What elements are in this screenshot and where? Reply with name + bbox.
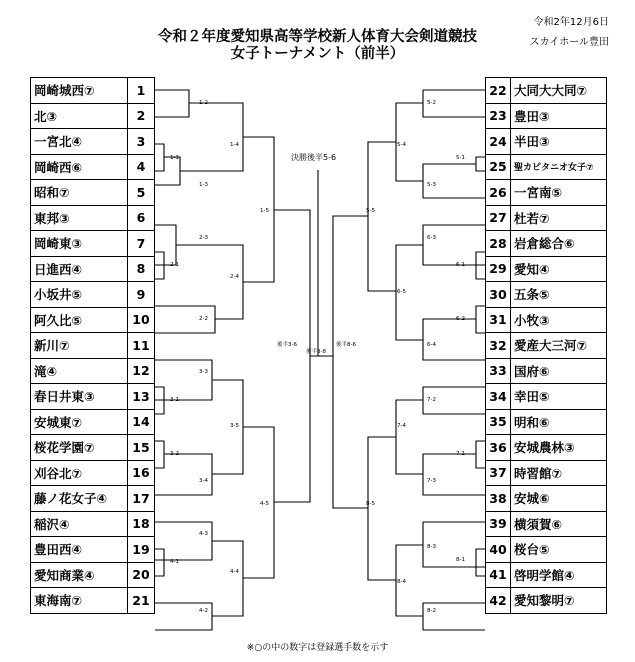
match-label: 5-5 [366,208,375,214]
table-row [31,460,155,486]
event-date: 令和2年12月6日 [533,17,609,28]
team-name: 滝④ [31,358,128,384]
team-name: 啓明学館④ [511,562,607,588]
team-name: 昭和⑦ [31,180,128,206]
table-row [486,562,607,588]
match-label: 4-4 [230,569,239,575]
team-name: 岩倉総合⑥ [511,231,607,257]
table-row [486,154,607,180]
draw-number: 38 [486,486,511,512]
team-name: 一宮南⑤ [511,180,607,206]
table-row [31,562,155,588]
draw-number: 19 [128,537,155,563]
team-name: 刈谷北⑦ [31,460,128,486]
team-name: 聖カピタニオ女子⑦ [511,154,607,180]
team-name: 東海南⑦ [31,588,128,614]
team-name: 愛産大三河⑦ [511,333,607,359]
draw-number: 14 [128,409,155,435]
table-row [486,409,607,435]
table-row [31,180,155,206]
table-row [486,486,607,512]
right-entries-table [485,77,607,614]
draw-number: 3 [128,129,155,155]
team-name: 日進西④ [31,256,128,282]
table-row [486,537,607,563]
draw-number: 32 [486,333,511,359]
match-label: 1-3 [199,182,208,188]
draw-number: 36 [486,435,511,461]
table-row [31,435,155,461]
draw-number: 11 [128,333,155,359]
table-row [486,460,607,486]
match-label: 5-4 [397,142,406,148]
table-row [31,154,155,180]
match-label: 4-5 [260,501,269,507]
team-name: 明和⑥ [511,409,607,435]
table-row [31,282,155,308]
match-label: 後半3-8 [306,349,326,355]
table-row [486,511,607,537]
table-row [486,307,607,333]
title-line-2: 女子トーナメント（前半） [230,45,405,62]
event-venue: スカイホール豊田 [529,37,609,48]
team-name: 桜台⑤ [511,537,607,563]
match-label: 7-1 [456,451,465,457]
match-label: 6-1 [456,262,465,268]
team-name: 杜若⑦ [511,205,607,231]
draw-number: 26 [486,180,511,206]
draw-number: 16 [128,460,155,486]
match-label: 後半3-6 [277,342,297,348]
draw-number: 31 [486,307,511,333]
team-name: 新川⑦ [31,333,128,359]
table-row [486,384,607,410]
table-row [31,511,155,537]
draw-number: 23 [486,103,511,129]
draw-number: 18 [128,511,155,537]
table-row [486,588,607,614]
draw-number: 39 [486,511,511,537]
team-name: 愛知商業④ [31,562,128,588]
match-label: 3-1 [170,397,179,403]
table-row [486,103,607,129]
match-label: 8-2 [427,608,436,614]
match-label: 1-5 [260,208,269,214]
draw-number: 22 [486,78,511,104]
table-row [31,307,155,333]
match-label: 2-3 [199,235,208,241]
draw-number: 41 [486,562,511,588]
table-row [31,588,155,614]
table-row [31,358,155,384]
team-name: 岡崎東③ [31,231,128,257]
team-name: 稲沢④ [31,511,128,537]
table-row [486,358,607,384]
match-label: 後半8-6 [336,342,356,348]
match-label: 2-4 [230,274,239,280]
match-label: 8-5 [366,501,375,507]
table-row [31,205,155,231]
draw-number: 20 [128,562,155,588]
match-label: 6-2 [456,316,465,322]
match-label: 6-4 [427,342,436,348]
match-label: 1-1 [170,155,179,161]
team-name: 五条⑤ [511,282,607,308]
draw-number: 12 [128,358,155,384]
match-label: 8-3 [427,544,436,550]
team-name: 横須賀⑥ [511,511,607,537]
draw-number: 34 [486,384,511,410]
draw-number: 27 [486,205,511,231]
draw-number: 9 [128,282,155,308]
team-name: 安城東⑦ [31,409,128,435]
table-row [31,537,155,563]
table-row [31,409,155,435]
draw-number: 30 [486,282,511,308]
table-row [31,78,155,104]
team-name: 岡崎西⑥ [31,154,128,180]
match-label: 6-3 [427,235,436,241]
match-label: 5-1 [456,155,465,161]
team-name: 愛知④ [511,256,607,282]
match-label: 6-5 [397,289,406,295]
table-row [486,435,607,461]
match-label: 2-1 [170,262,179,268]
table-row [31,384,155,410]
team-name: 藤ノ花女子④ [31,486,128,512]
match-label: 7-3 [427,478,436,484]
table-row [31,333,155,359]
table-row [486,205,607,231]
draw-number: 35 [486,409,511,435]
team-name: 小牧③ [511,307,607,333]
table-row [486,78,607,104]
table-row [31,129,155,155]
table-row [31,103,155,129]
team-name: 愛知黎明⑦ [511,588,607,614]
draw-number: 8 [128,256,155,282]
match-label: 3-3 [199,369,208,375]
draw-number: 10 [128,307,155,333]
table-row [31,486,155,512]
final-label: 決勝後半5-6 [291,153,337,162]
draw-number: 42 [486,588,511,614]
match-label: 1-2 [199,100,208,106]
table-row [486,256,607,282]
team-name: 国府⑥ [511,358,607,384]
match-label: 1-4 [230,142,239,148]
draw-number: 37 [486,460,511,486]
draw-number: 40 [486,537,511,563]
table-row [486,180,607,206]
match-label: 5-2 [427,100,436,106]
title-line-1: 令和２年度愛知県高等学校新人体育大会剣道競技 [158,28,477,45]
table-row [31,231,155,257]
match-label: 7-4 [397,423,406,429]
match-label: 4-2 [199,608,208,614]
table-row [486,231,607,257]
table-row [31,256,155,282]
team-name: 岡崎城西⑦ [31,78,128,104]
draw-number: 24 [486,129,511,155]
match-label: 8-4 [397,579,406,585]
draw-number: 13 [128,384,155,410]
team-name: 豊田③ [511,103,607,129]
left-entries-table [30,77,155,614]
draw-number: 28 [486,231,511,257]
match-label: 3-2 [170,451,179,457]
draw-number: 15 [128,435,155,461]
draw-number: 29 [486,256,511,282]
match-label: 4-3 [199,531,208,537]
team-name: 安城農林③ [511,435,607,461]
draw-number: 21 [128,588,155,614]
match-label: 5-3 [427,182,436,188]
team-name: 半田③ [511,129,607,155]
draw-number: 25 [486,154,511,180]
footnote: ※○の中の数字は登録選手数を示す [246,643,389,653]
match-label: 2-2 [199,316,208,322]
draw-number: 6 [128,205,155,231]
team-name: 春日井東③ [31,384,128,410]
draw-number: 7 [128,231,155,257]
team-name: 阿久比⑤ [31,307,128,333]
draw-number: 33 [486,358,511,384]
team-name: 時習館⑦ [511,460,607,486]
table-row [486,282,607,308]
table-row [486,129,607,155]
draw-number: 17 [128,486,155,512]
match-label: 3-5 [230,423,239,429]
team-name: 桜花学園⑦ [31,435,128,461]
team-name: 東邦③ [31,205,128,231]
match-label: 8-1 [456,557,465,563]
draw-number: 1 [128,78,155,104]
match-label: 4-1 [170,559,179,565]
team-name: 一宮北④ [31,129,128,155]
team-name: 安城⑥ [511,486,607,512]
draw-number: 5 [128,180,155,206]
team-name: 北③ [31,103,128,129]
team-name: 豊田西④ [31,537,128,563]
table-row [486,333,607,359]
draw-number: 2 [128,103,155,129]
draw-number: 4 [128,154,155,180]
match-label: 7-2 [427,397,436,403]
team-name: 大同大大同⑦ [511,78,607,104]
match-label: 3-4 [199,478,208,484]
team-name: 小坂井⑤ [31,282,128,308]
team-name: 幸田⑤ [511,384,607,410]
